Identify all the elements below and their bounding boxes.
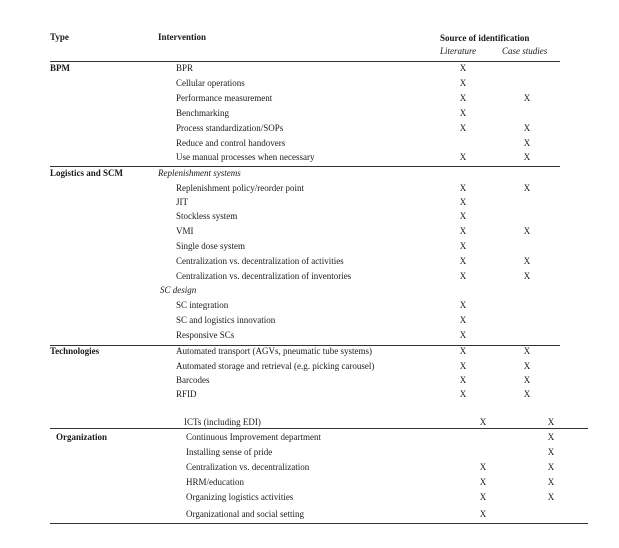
intervention-label: Benchmarking bbox=[176, 108, 229, 118]
case-study-mark: X bbox=[523, 389, 531, 399]
intervention-label: BPR bbox=[176, 63, 194, 73]
intervention-label: Barcodes bbox=[176, 375, 210, 385]
case-study-mark: X bbox=[523, 138, 531, 148]
header-case-studies: Case studies bbox=[502, 46, 548, 56]
intervention-label: SC and logistics innovation bbox=[176, 315, 276, 325]
intervention-label: Single dose system bbox=[176, 241, 245, 251]
section-type: Technologies bbox=[50, 346, 100, 356]
literature-mark: X bbox=[459, 389, 467, 399]
literature-mark: X bbox=[459, 346, 467, 356]
literature-mark: X bbox=[459, 271, 467, 281]
case-study-mark: X bbox=[523, 361, 531, 371]
header-source: Source of identification bbox=[440, 33, 530, 43]
case-study-mark: X bbox=[523, 93, 531, 103]
intervention-label: Automated storage and retrieval (e.g. picking carousel) bbox=[176, 361, 375, 371]
intervention-label: Cellular operations bbox=[176, 78, 245, 88]
subheading: Replenishment systems bbox=[158, 168, 241, 178]
literature-mark: X bbox=[459, 78, 467, 88]
literature-mark: X bbox=[479, 477, 487, 487]
literature-mark: X bbox=[459, 211, 467, 221]
case-study-mark: X bbox=[523, 271, 531, 281]
table-rule bbox=[50, 61, 560, 62]
case-study-mark: X bbox=[547, 492, 555, 502]
section-type: Organization bbox=[56, 432, 107, 442]
intervention-label: Replenishment policy/reorder point bbox=[176, 183, 304, 193]
case-study-mark: X bbox=[523, 256, 531, 266]
intervention-label: ICTs (including EDI) bbox=[184, 417, 261, 427]
intervention-label: Continuous Improvement department bbox=[186, 432, 321, 442]
literature-mark: X bbox=[479, 509, 487, 519]
intervention-label: Centralization vs. decentralization bbox=[186, 462, 310, 472]
literature-mark: X bbox=[459, 123, 467, 133]
table-rule bbox=[50, 523, 588, 524]
literature-mark: X bbox=[459, 108, 467, 118]
intervention-label: Stockless system bbox=[176, 211, 238, 221]
case-study-mark: X bbox=[547, 432, 555, 442]
literature-mark: X bbox=[459, 93, 467, 103]
literature-mark: X bbox=[479, 462, 487, 472]
literature-mark: X bbox=[479, 417, 487, 427]
literature-mark: X bbox=[459, 375, 467, 385]
literature-mark: X bbox=[459, 183, 467, 193]
intervention-label: HRM/education bbox=[186, 477, 244, 487]
case-study-mark: X bbox=[547, 417, 555, 427]
case-study-mark: X bbox=[523, 183, 531, 193]
case-study-mark: X bbox=[523, 152, 531, 162]
header-intervention: Intervention bbox=[158, 32, 206, 42]
literature-mark: X bbox=[459, 197, 467, 207]
literature-mark: X bbox=[459, 226, 467, 236]
intervention-label: RFID bbox=[176, 389, 197, 399]
intervention-label: Performance measurement bbox=[176, 93, 273, 103]
case-study-mark: X bbox=[523, 346, 531, 356]
intervention-label: Reduce and control handovers bbox=[176, 138, 286, 148]
literature-mark: X bbox=[479, 492, 487, 502]
intervention-label: Centralization vs. decentralization of activities bbox=[176, 256, 344, 266]
intervention-label: Use manual processes when necessary bbox=[176, 152, 315, 162]
literature-mark: X bbox=[459, 241, 467, 251]
header-type: Type bbox=[50, 32, 69, 42]
intervention-label: Installing sense of pride bbox=[186, 447, 273, 457]
case-study-mark: X bbox=[547, 477, 555, 487]
literature-mark: X bbox=[459, 330, 467, 340]
intervention-label: SC integration bbox=[176, 300, 229, 310]
case-study-mark: X bbox=[547, 462, 555, 472]
intervention-label: Centralization vs. decentralization of inventories bbox=[176, 271, 352, 281]
literature-mark: X bbox=[459, 63, 467, 73]
header-literature: Literature bbox=[440, 46, 477, 56]
case-study-mark: X bbox=[547, 447, 555, 457]
case-study-mark: X bbox=[523, 123, 531, 133]
literature-mark: X bbox=[459, 315, 467, 325]
intervention-label: Responsive SCs bbox=[176, 330, 235, 340]
literature-mark: X bbox=[459, 152, 467, 162]
intervention-label: Organizational and social setting bbox=[186, 509, 305, 519]
intervention-label: Automated transport (AGVs, pneumatic tube systems) bbox=[176, 346, 372, 356]
table-rule bbox=[50, 428, 588, 429]
table-rule bbox=[50, 166, 560, 167]
intervention-label: JIT bbox=[176, 197, 188, 207]
intervention-label: Organizing logistics activities bbox=[186, 492, 294, 502]
intervention-label: VMI bbox=[176, 226, 194, 236]
case-study-mark: X bbox=[523, 375, 531, 385]
section-type: BPM bbox=[50, 63, 70, 73]
subheading: SC design bbox=[160, 285, 197, 295]
case-study-mark: X bbox=[523, 226, 531, 236]
literature-mark: X bbox=[459, 256, 467, 266]
literature-mark: X bbox=[459, 300, 467, 310]
intervention-label: Process standardization/SOPs bbox=[176, 123, 284, 133]
literature-mark: X bbox=[459, 361, 467, 371]
section-type: Logistics and SCM bbox=[50, 168, 124, 178]
